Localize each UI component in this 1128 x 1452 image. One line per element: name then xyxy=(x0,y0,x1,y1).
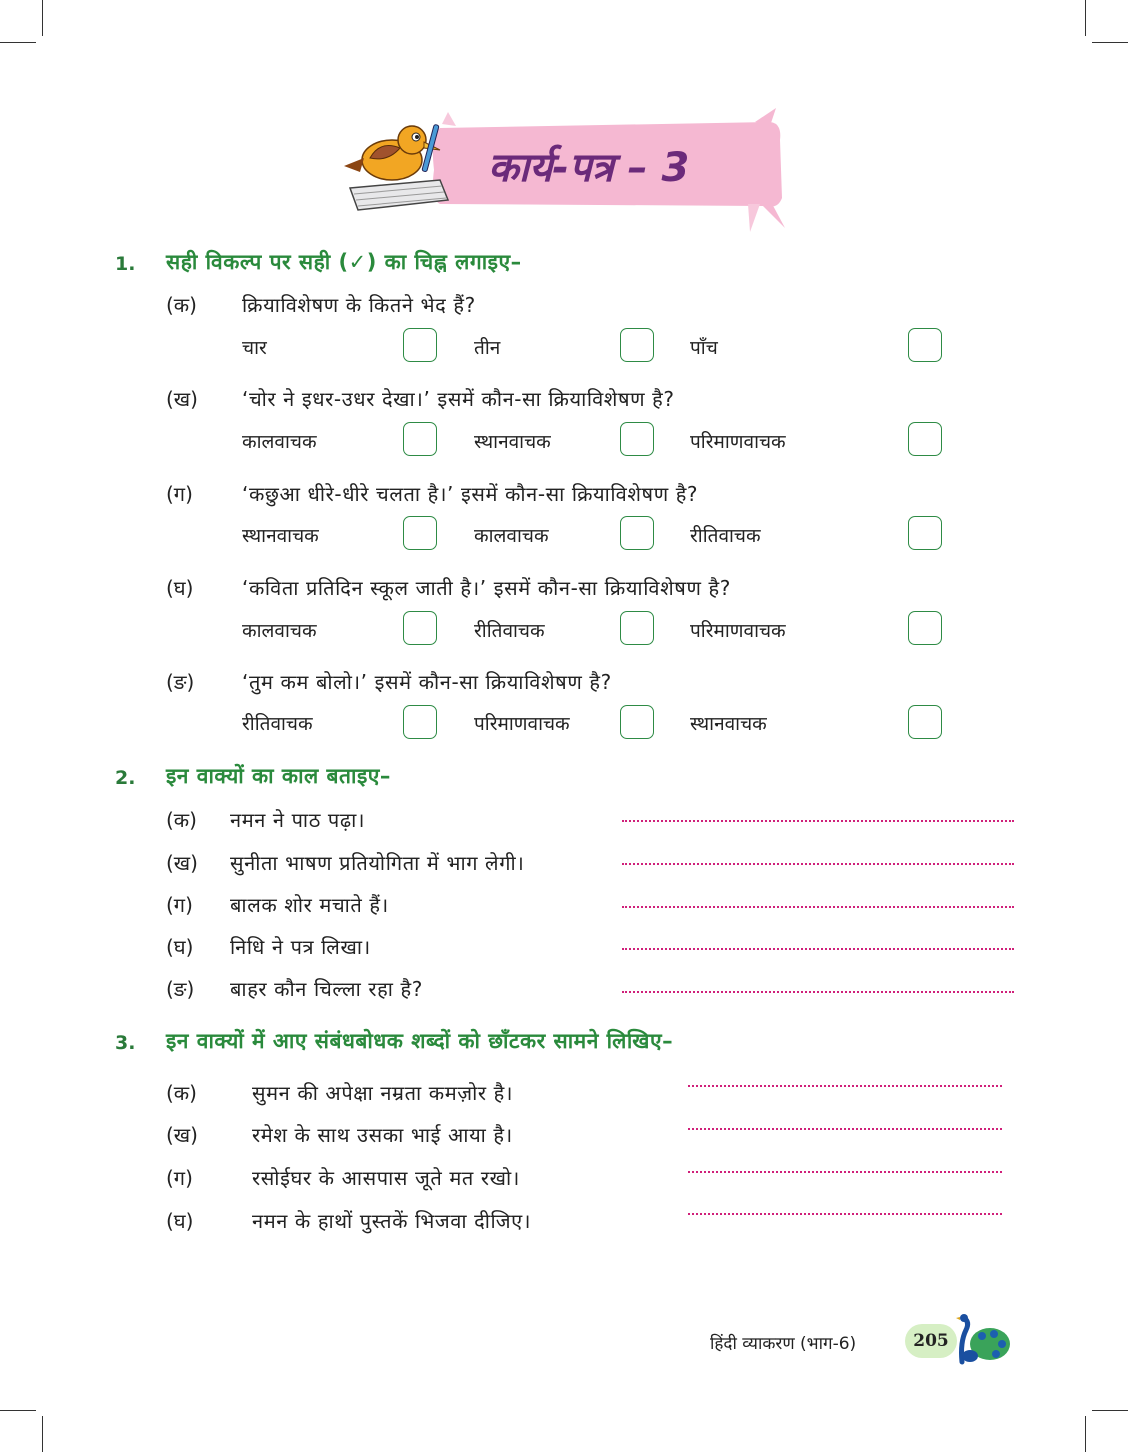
crop-mark xyxy=(1085,1416,1086,1452)
q1-answer-checkbox[interactable] xyxy=(908,705,942,739)
question-1-number: 1. xyxy=(115,253,136,275)
footer-book-title: हिंदी व्याकरण (भाग-6) xyxy=(710,1334,857,1354)
q2-item-sentence: बालक शोर मचाते हैं। xyxy=(230,893,389,917)
q3-item-sentence: नमन के हाथों पुस्तकें भिजवा दीजिए। xyxy=(252,1209,532,1233)
q1-answer-checkbox[interactable] xyxy=(908,611,942,645)
q1-option-label: परिमाणवाचक xyxy=(690,431,786,453)
crop-mark xyxy=(1092,1410,1128,1411)
q2-item-label: (ख) xyxy=(166,851,198,875)
q3-item-label: (ग) xyxy=(166,1166,193,1190)
q1-answer-checkbox[interactable] xyxy=(620,611,654,645)
q3-item-label: (ख) xyxy=(166,1123,198,1147)
q2-answer-line[interactable] xyxy=(622,906,1014,908)
q1-answer-checkbox[interactable] xyxy=(620,328,654,362)
q1-option-label: स्थानवाचक xyxy=(242,525,319,547)
q1-answer-checkbox[interactable] xyxy=(620,516,654,550)
q1-answer-checkbox[interactable] xyxy=(908,516,942,550)
header-banner xyxy=(330,100,790,235)
peacock-icon xyxy=(950,1312,1014,1368)
question-2-number: 2. xyxy=(115,767,136,789)
q3-answer-line[interactable] xyxy=(688,1128,1002,1130)
q2-answer-line[interactable] xyxy=(622,991,1014,993)
q2-answer-line[interactable] xyxy=(622,948,1014,950)
q1-item-label: (ङ) xyxy=(166,670,195,694)
crop-mark xyxy=(1092,42,1128,43)
crop-mark xyxy=(0,1410,36,1411)
crop-mark xyxy=(42,0,43,36)
q2-item-sentence: निधि ने पत्र लिखा। xyxy=(230,935,371,959)
q1-option-label: स्थानवाचक xyxy=(690,713,767,735)
q1-answer-checkbox[interactable] xyxy=(908,328,942,362)
q2-answer-line[interactable] xyxy=(622,863,1014,865)
q1-answer-checkbox[interactable] xyxy=(403,611,437,645)
q1-option-label: परिमाणवाचक xyxy=(690,620,786,642)
q2-item-label: (घ) xyxy=(166,935,194,959)
q3-item-label: (क) xyxy=(166,1081,197,1105)
q1-option-label: रीतिवाचक xyxy=(474,620,545,642)
q1-option-label: रीतिवाचक xyxy=(242,713,313,735)
q1-item-label: (ख) xyxy=(166,387,198,411)
q1-answer-checkbox[interactable] xyxy=(403,328,437,362)
q1-option-label: कालवाचक xyxy=(242,431,317,453)
q1-option-label: स्थानवाचक xyxy=(474,431,551,453)
q1-item-question: ‘कछुआ धीरे-धीरे चलता है।’ इसमें कौन-सा क्रियाविशेषण है? xyxy=(242,482,699,506)
q1-item-label: (घ) xyxy=(166,576,194,600)
question-3-title: इन वाक्यों में आए संबंधबोधक शब्दों को छाँटकर सामने लिखिए– xyxy=(166,1029,674,1053)
q2-answer-line[interactable] xyxy=(622,820,1014,822)
q1-answer-checkbox[interactable] xyxy=(620,705,654,739)
q3-item-sentence: रसोईघर के आसपास जूते मत रखो। xyxy=(252,1166,520,1190)
q1-answer-checkbox[interactable] xyxy=(908,422,942,456)
worksheet-title: कार्य-पत्र – 3 xyxy=(488,145,690,191)
bird-writing-icon xyxy=(330,118,460,218)
page-number: 205 xyxy=(913,1331,949,1351)
q1-answer-checkbox[interactable] xyxy=(403,705,437,739)
q1-option-label: परिमाणवाचक xyxy=(474,713,570,735)
q1-option-label: चार xyxy=(242,337,267,359)
q1-item-question: क्रियाविशेषण के कितने भेद हैं? xyxy=(242,293,476,317)
q1-item-label: (क) xyxy=(166,293,197,317)
q1-option-label: रीतिवाचक xyxy=(690,525,761,547)
q3-answer-line[interactable] xyxy=(688,1171,1002,1173)
q2-item-label: (ग) xyxy=(166,893,193,917)
q2-item-label: (क) xyxy=(166,808,197,832)
q3-answer-line[interactable] xyxy=(688,1213,1002,1215)
q1-option-label: पाँच xyxy=(690,337,718,359)
q1-answer-checkbox[interactable] xyxy=(620,422,654,456)
crop-mark xyxy=(0,42,36,43)
q1-option-label: कालवाचक xyxy=(242,620,317,642)
question-3-number: 3. xyxy=(115,1032,136,1054)
q3-item-sentence: रमेश के साथ उसका भाई आया है। xyxy=(252,1123,513,1147)
q3-item-label: (घ) xyxy=(166,1209,194,1233)
q1-item-question: ‘तुम कम बोलो।’ इसमें कौन-सा क्रियाविशेषण है? xyxy=(242,670,612,694)
q1-option-label: कालवाचक xyxy=(474,525,549,547)
question-1-title: सही विकल्प पर सही (✓) का चिह्न लगाइए– xyxy=(166,250,522,274)
q2-item-label: (ङ) xyxy=(166,977,195,1001)
q1-item-question: ‘कविता प्रतिदिन स्कूल जाती है।’ इसमें कौन-सा क्रियाविशेषण है? xyxy=(242,576,731,600)
crop-mark xyxy=(1085,0,1086,36)
q1-answer-checkbox[interactable] xyxy=(403,422,437,456)
crop-mark xyxy=(42,1416,43,1452)
q3-item-sentence: सुमन की अपेक्षा नम्रता कमज़ोर है। xyxy=(252,1081,514,1105)
q1-item-label: (ग) xyxy=(166,482,193,506)
q3-answer-line[interactable] xyxy=(688,1085,1002,1087)
question-2-title: इन वाक्यों का काल बताइए– xyxy=(166,764,391,788)
q2-item-sentence: बाहर कौन चिल्ला रहा है? xyxy=(230,977,423,1001)
q2-item-sentence: नमन ने पाठ पढ़ा। xyxy=(230,808,366,832)
q1-answer-checkbox[interactable] xyxy=(403,516,437,550)
q1-item-question: ‘चोर ने इधर-उधर देखा।’ इसमें कौन-सा क्रियाविशेषण है? xyxy=(242,387,675,411)
q1-option-label: तीन xyxy=(474,337,501,359)
q2-item-sentence: सुनीता भाषण प्रतियोगिता में भाग लेगी। xyxy=(230,851,525,875)
